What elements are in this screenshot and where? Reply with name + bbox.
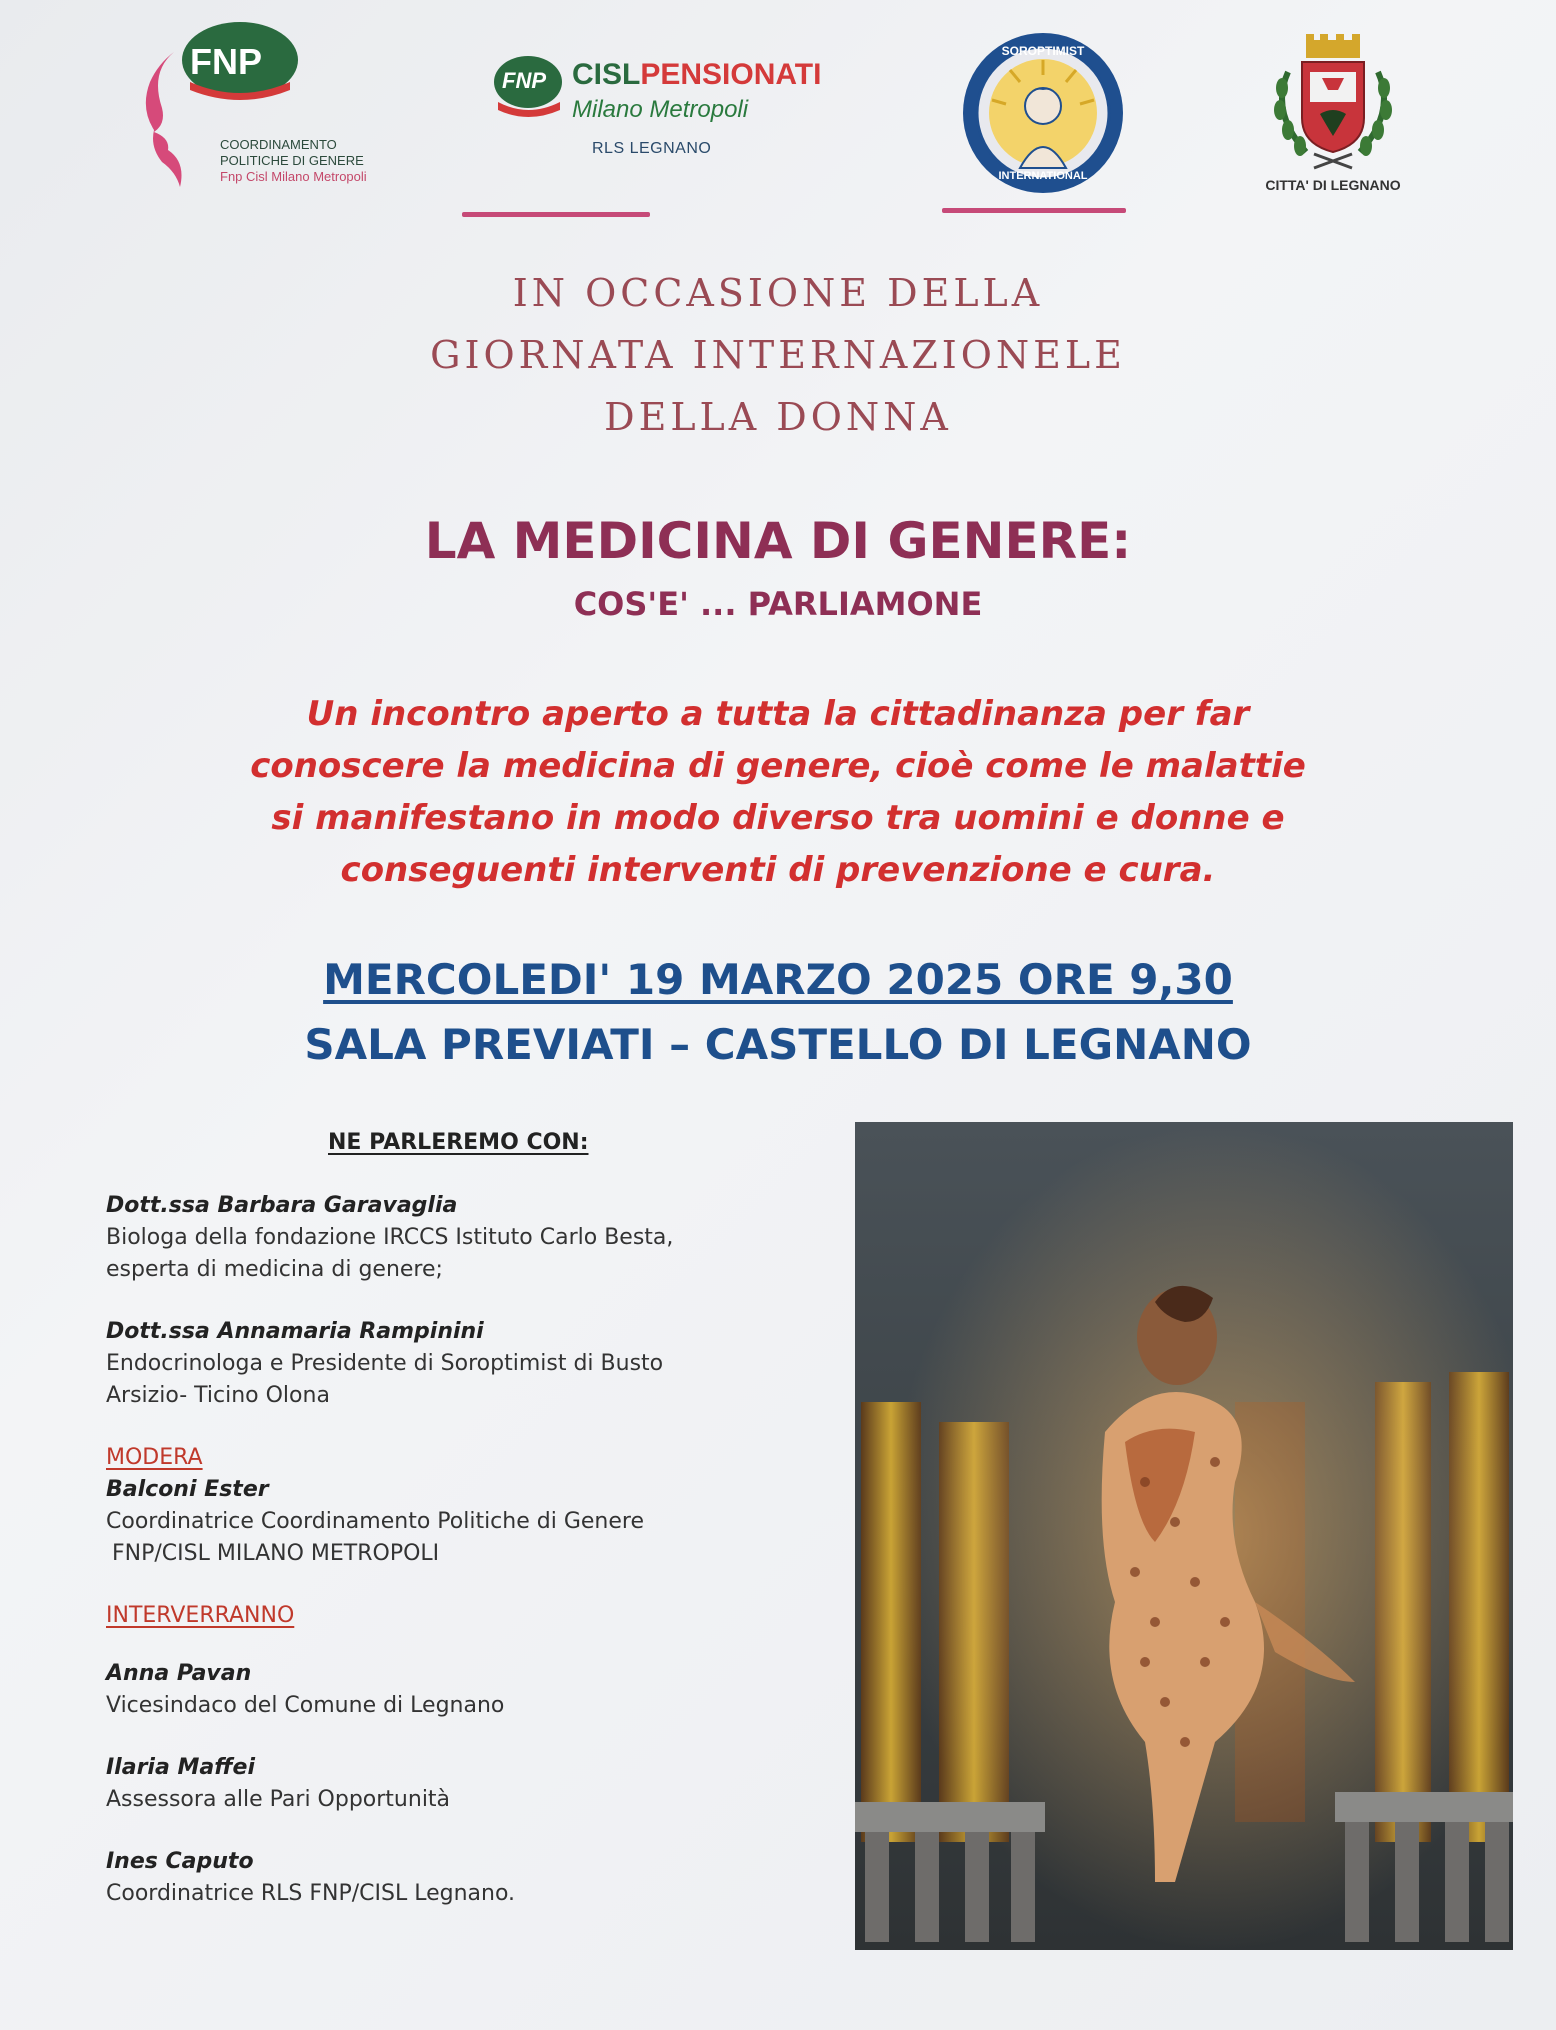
moderator-desc: FNP/CISL MILANO METROPOLI — [112, 1541, 440, 1566]
speaker-name: Dott.ssa Barbara Garavaglia — [106, 1193, 458, 1218]
painting-image — [855, 1122, 1513, 1950]
soroptimist-logo — [960, 30, 1126, 196]
event-date: MERCOLEDI' 19 MARZO 2025 ORE 9,30 — [323, 955, 1233, 1004]
intervention-name: Ilaria Maffei — [106, 1755, 255, 1780]
speaker-item — [106, 1190, 806, 1286]
speaker-desc: esperta di medicina di genere; — [106, 1257, 443, 1282]
moderator-block — [106, 1442, 806, 1570]
occasion-line1: IN OCCASIONE DELLA — [512, 271, 1044, 315]
event-venue: SALA PREVIATI – CASTELLO DI LEGNANO — [304, 1020, 1252, 1069]
intro-line3: si manifestano in modo diverso tra uomini e donne e — [271, 798, 1285, 838]
speakers-heading: NE PARLEREMO CON: — [328, 1130, 589, 1155]
cisl-rls: RLS LEGNANO — [592, 140, 712, 157]
intervention-desc: Assessora alle Pari Opportunità — [106, 1787, 451, 1812]
fnp-brand-text: FNP — [190, 41, 262, 82]
intro-line4: conseguenti interventi di prevenzione e cura. — [340, 850, 1216, 890]
cisl-wordmark — [572, 58, 821, 92]
event-title: LA MEDICINA DI GENERE: — [424, 512, 1132, 570]
speakers-list — [106, 1190, 806, 1940]
cisl-word: CISL — [572, 58, 641, 91]
soroptimist-top-text: SOROPTIMIST — [1001, 44, 1085, 58]
speaker-desc: Biologa della fondazione IRCCS Istituto Carlo Besta, — [106, 1225, 674, 1250]
city-crest-icon — [1258, 32, 1408, 172]
soroptimist-bottom-text: INTERNATIONAL — [998, 170, 1088, 182]
fnp-caption-line1: COORDINAMENTO — [220, 137, 337, 152]
occasion-heading — [0, 262, 1556, 448]
intervention-name: Anna Pavan — [106, 1661, 252, 1686]
intervention-desc: Vicesindaco del Comune di Legnano — [106, 1693, 505, 1718]
intro-line1: Un incontro aperto a tutta la cittadinanza per far — [306, 694, 1250, 734]
interventions-heading: INTERVERRANNO — [106, 1603, 295, 1628]
cisl-region: Milano Metropoli — [572, 96, 749, 123]
intervention-item — [106, 1752, 806, 1816]
speaker-item — [106, 1316, 806, 1412]
intervention-desc: Coordinatrice RLS FNP/CISL Legnano. — [106, 1881, 516, 1906]
speaker-name: Dott.ssa Annamaria Rampinini — [106, 1319, 484, 1344]
intervention-item — [106, 1846, 806, 1910]
legnano-crest-logo — [1258, 32, 1408, 202]
fnp-coordinamento-logo — [140, 12, 410, 202]
legnano-caption: CITTA' DI LEGNANO — [1265, 177, 1401, 193]
event-subtitle: COS'E' ... PARLIAMONE — [573, 585, 983, 623]
soroptimist-divider — [942, 208, 1126, 213]
event-description — [180, 688, 1376, 896]
speaker-desc: Endocrinologa e Presidente di Soroptimist di Busto — [106, 1351, 664, 1376]
intervention-item — [106, 1658, 806, 1722]
speaker-desc: Arsizio- Ticino Olona — [106, 1383, 330, 1408]
intro-line2: conoscere la medicina di genere, cioè come le malattie — [250, 746, 1306, 786]
moderator-name: Balconi Ester — [106, 1477, 269, 1502]
moderator-desc: Coordinatrice Coordinamento Politiche di Genere — [106, 1509, 644, 1534]
moderator-heading: MODERA — [106, 1445, 203, 1470]
cisl-badge-text: FNP — [502, 68, 546, 93]
woman-in-colonnade-painting — [855, 1122, 1513, 1950]
pensionati-word: PENSIONATI — [640, 58, 822, 91]
fnp-caption-line2: POLITICHE DI GENERE — [220, 153, 364, 168]
intervention-name: Ines Caputo — [106, 1849, 254, 1874]
cisl-pensionati-logo — [490, 48, 850, 168]
occasion-line3: DELLA DONNA — [604, 395, 952, 439]
occasion-line2: GIORNATA INTERNAZIONELE — [430, 333, 1126, 377]
cisl-divider — [462, 212, 650, 217]
fnp-caption-line3: Fnp Cisl Milano Metropoli — [220, 169, 367, 184]
